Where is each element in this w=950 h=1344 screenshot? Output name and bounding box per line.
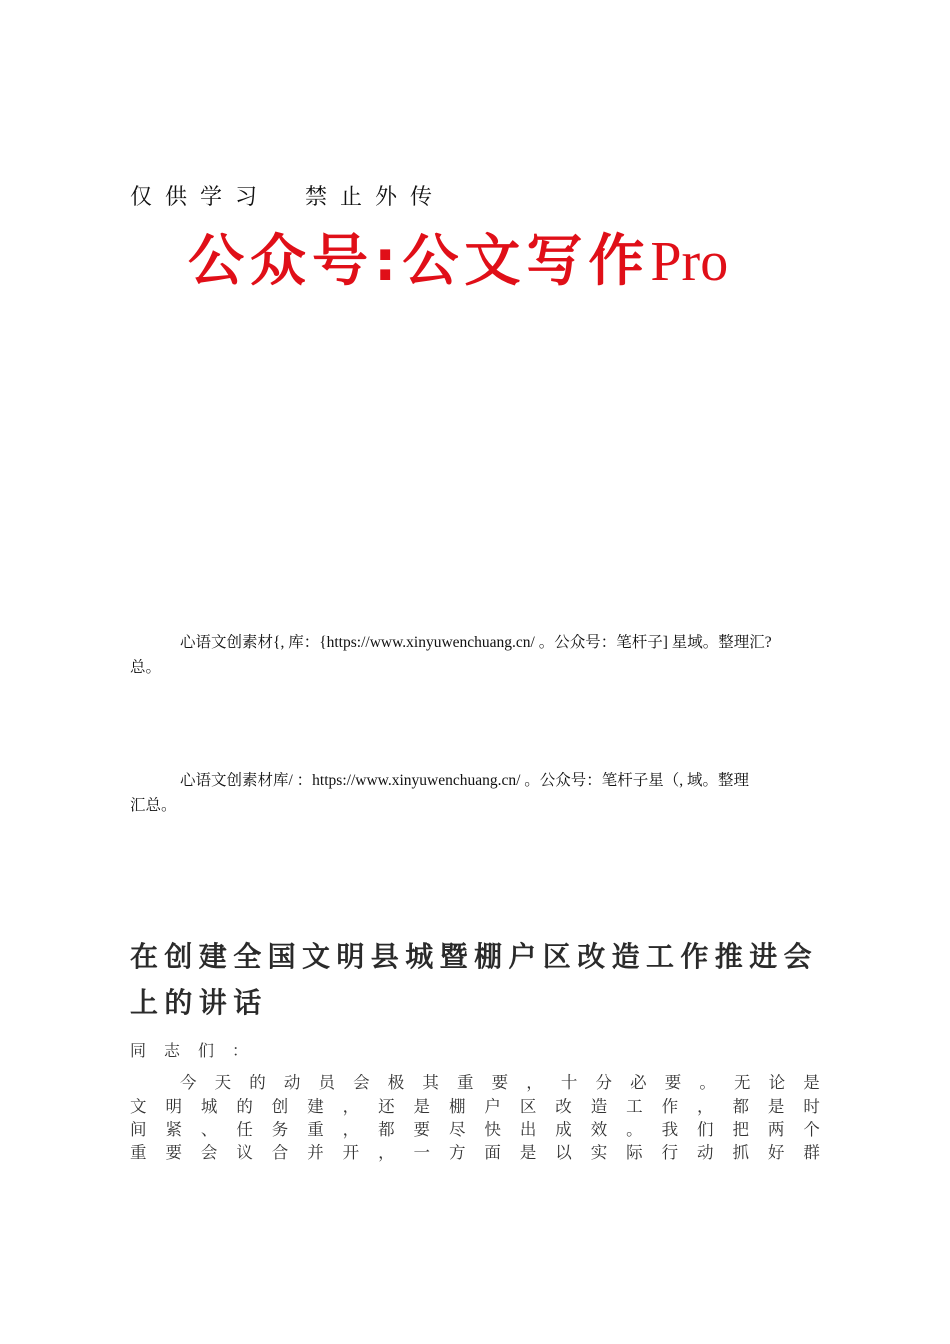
speech-char: 今 [180, 1073, 197, 1092]
speech-char: 分 [595, 1073, 612, 1092]
speech-char: 我 [661, 1120, 679, 1139]
speech-char: ， [526, 1073, 543, 1092]
speech-char: 户 [484, 1097, 501, 1116]
speech-char: 建 [307, 1097, 324, 1116]
speech-char: 是 [519, 1143, 537, 1162]
speech-char: 议 [236, 1143, 253, 1162]
speech-char: 区 [519, 1097, 537, 1116]
speech-char: 任 [236, 1120, 253, 1139]
speech-char: 重 [457, 1073, 474, 1092]
speech-char: 合 [271, 1143, 289, 1162]
speech-char: 两 [767, 1120, 785, 1139]
source-note-2-line1: 心语文创素材库/ ：https://www.xinyuwenchuang.cn/ 。公众号：笔杆子星（, 域。整理 [180, 772, 750, 789]
speech-char: 尽 [448, 1120, 466, 1139]
speech-char: 极 [387, 1073, 405, 1092]
speech-char: 要 [491, 1073, 509, 1092]
speech-char: 明 [165, 1097, 182, 1116]
speech-char: 重 [307, 1120, 324, 1139]
speech-greeting: 同志们： [130, 1041, 267, 1060]
speech-char: 作 [661, 1097, 679, 1116]
speech-char: 群 [803, 1143, 820, 1162]
speech-char: 个 [803, 1120, 820, 1139]
distribution-notice: 仅供学习 禁止外传 [130, 185, 446, 210]
speech-char: 把 [732, 1120, 749, 1139]
speech-char: 行 [661, 1143, 679, 1162]
speech-char: 成 [555, 1120, 572, 1139]
brand-name: 公众号:公文写作 [188, 229, 651, 294]
speech-line [130, 1142, 820, 1164]
speech-char: 是 [413, 1097, 430, 1116]
speech-char: ， [697, 1097, 714, 1116]
source-note-1-line1: 心语文创素材{, 库：{https://www.xinyuwenchuang.cn/ 。公众号：笔杆子] 星域。整理汇? [180, 634, 772, 651]
speech-char: 棚 [448, 1097, 466, 1116]
speech-char: 造 [590, 1097, 608, 1116]
speech-char: 以 [555, 1143, 572, 1162]
source-note-2-line2: 汇总。 [130, 797, 177, 814]
speech-line [130, 1119, 820, 1141]
speech-char: 、 [200, 1120, 218, 1139]
speech-char: 要 [165, 1143, 182, 1162]
speech-char: 是 [803, 1073, 820, 1092]
speech-char: 天 [214, 1073, 232, 1092]
brand-suffix: Pro [650, 231, 729, 293]
speech-char: 都 [378, 1120, 395, 1139]
speech-char: 务 [271, 1120, 289, 1139]
speech-char: 重 [130, 1143, 147, 1162]
speech-char: 还 [378, 1097, 395, 1116]
speech-char: 间 [130, 1120, 147, 1139]
speech-char: 好 [767, 1143, 785, 1162]
speech-char: 改 [555, 1097, 572, 1116]
speech-char: 快 [484, 1120, 501, 1139]
speech-char: 会 [353, 1073, 370, 1092]
source-note-1 [130, 630, 842, 680]
speech-char: 动 [697, 1143, 714, 1162]
speech-line [130, 1072, 820, 1094]
speech-char: 的 [236, 1097, 253, 1116]
speech-char: 十 [560, 1073, 578, 1092]
speech-char: 方 [448, 1143, 466, 1162]
source-note-2 [130, 768, 842, 818]
speech-char: ， [378, 1143, 395, 1162]
speech-char: 论 [768, 1073, 786, 1092]
speech-char: 。 [699, 1073, 716, 1092]
speech-char: 开 [342, 1143, 360, 1162]
speech-char: 文 [130, 1097, 147, 1116]
speech-char: 出 [519, 1120, 537, 1139]
speech-char: 要 [413, 1120, 430, 1139]
speech-char: 效 [590, 1120, 608, 1139]
speech-char: 的 [249, 1073, 266, 1092]
speech-char: 无 [734, 1073, 751, 1092]
brand-watermark [188, 222, 728, 315]
speech-char: 城 [200, 1097, 218, 1116]
speech-char: 都 [732, 1097, 749, 1116]
speech-char: 一 [413, 1143, 430, 1162]
speech-title: 在创建全国文明县城暨棚户区改造工作推进会上的讲话 [130, 940, 819, 1019]
speech-char: 们 [697, 1120, 714, 1139]
speech-char: 员 [318, 1073, 335, 1092]
speech-char: 紧 [165, 1120, 182, 1139]
speech-char: ， [342, 1097, 360, 1116]
speech-char: 时 [803, 1097, 820, 1116]
speech-char: 会 [200, 1143, 218, 1162]
speech-char: ， [342, 1120, 360, 1139]
speech-char: 其 [422, 1073, 439, 1092]
speech-char: 。 [626, 1120, 643, 1139]
speech-char: 创 [271, 1097, 289, 1116]
speech-char: 动 [283, 1073, 301, 1092]
speech-char: 实 [590, 1143, 608, 1162]
speech-line [130, 1096, 820, 1118]
speech-char: 工 [626, 1097, 643, 1116]
speech-char: 抓 [732, 1143, 749, 1162]
speech-char: 并 [307, 1143, 324, 1162]
speech-char: 际 [626, 1143, 643, 1162]
speech-char: 必 [630, 1073, 647, 1092]
speech-char: 要 [664, 1073, 682, 1092]
speech-char: 面 [484, 1143, 501, 1162]
speech-char: 是 [767, 1097, 785, 1116]
source-note-1-line2: 总。 [130, 659, 162, 676]
